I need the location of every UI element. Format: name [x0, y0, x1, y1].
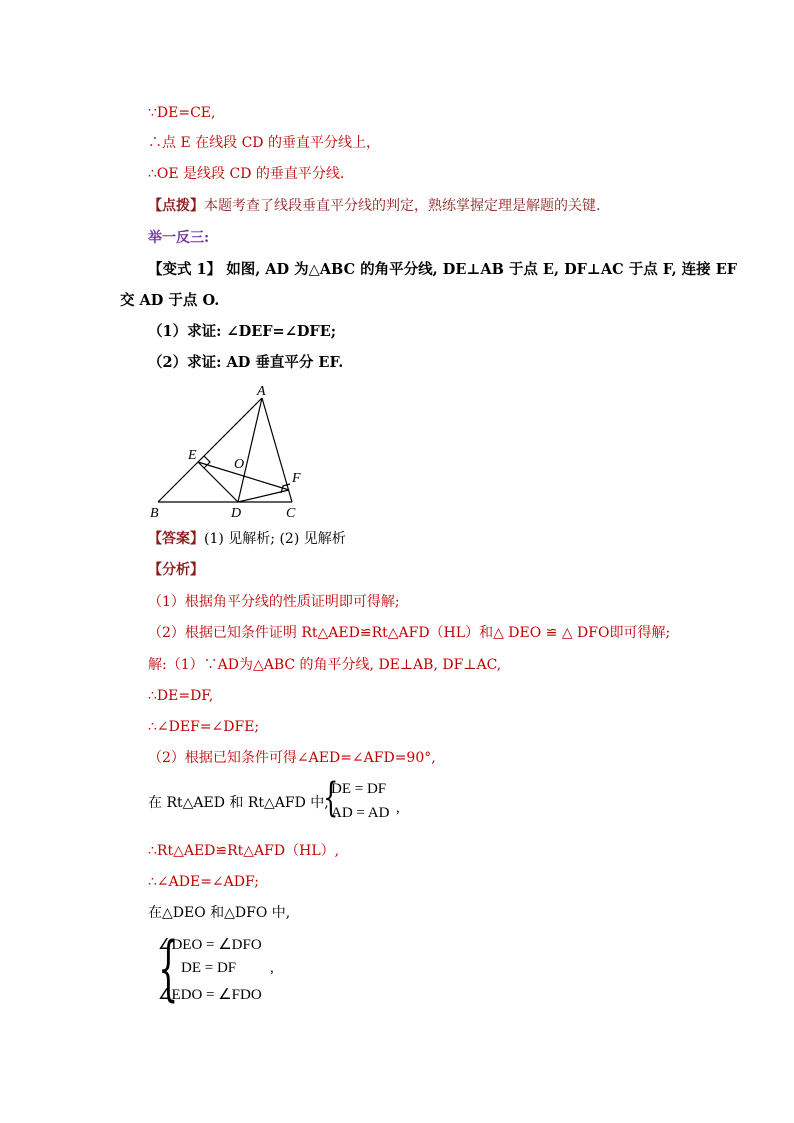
solution-3: ∴∠DEF=∠DFE; [148, 719, 260, 735]
solution-6: ∴Rt△AED≌Rt△AFD（HL）, [148, 843, 340, 859]
solution-2: ∴DE=DF, [148, 688, 214, 704]
line-tip [148, 197, 600, 215]
system-1-tail: , [396, 800, 400, 816]
label-e: E [188, 448, 197, 463]
question-1: （1）求证: ∠DEF=∠DFE; [148, 323, 337, 340]
brace-1: { [323, 775, 339, 821]
label-a: A [257, 384, 266, 399]
variant-tag: 【变式 1】 [148, 261, 222, 278]
label-c: C [286, 506, 296, 521]
solution-1: 解:（1）∵AD为△ABC 的角平分线, DE⊥AB, DF⊥AC, [148, 657, 502, 673]
variant-text: 如图, AD 为△ABC 的角平分线, DE⊥AB 于点 E, DF⊥AC 于点 F, 连接 EF [221, 261, 738, 278]
solution-5-prefix: 在 Rt△AED 和 Rt△AFD 中, [148, 795, 329, 811]
analysis-2: （2）根据已知条件证明 Rt△AED≌Rt△AFD（HL）和△ DEO ≌ △ DFO即可得解; [148, 625, 671, 641]
analysis-tag: 【分析】 [148, 562, 204, 578]
question-2: （2）求证: AD 垂直平分 EF. [148, 354, 344, 371]
label-d: D [231, 506, 242, 521]
label-b: B [150, 506, 159, 521]
label-o: O [234, 457, 245, 472]
answer-tag: 【答案】 [148, 531, 204, 547]
segment-ad [238, 398, 262, 502]
triangle-figure [148, 382, 318, 522]
system-2-tail: , [270, 960, 274, 976]
analysis-1: （1）根据角平分线的性质证明即可得解; [148, 594, 400, 610]
side-ab [158, 398, 262, 502]
solution-8: 在△DEO 和△DFO 中, [148, 905, 291, 921]
line-de-eq-ce: ∵DE=CE, [148, 105, 216, 121]
variant-line-1 [148, 261, 737, 279]
variant-line-2: 交 AD 于点 O. [120, 292, 220, 309]
solution-4: （2）根据已知条件可得∠AED=∠AFD=90°, [148, 750, 436, 766]
system-1-row-1: DE = DF [331, 781, 387, 797]
system-2-row-3: ∠EDO = ∠FDO [158, 987, 262, 1003]
system-2-row-2: DE = DF [181, 960, 237, 976]
tip-text: 本题考查了线段垂直平分线的判定，熟练掌握定理是解题的关键. [204, 198, 601, 214]
tip-tag: 【点拨】 [148, 198, 204, 214]
right-angle-e [204, 456, 210, 468]
section-heading: 举一反三: [148, 230, 210, 246]
system-2-row-1: ∠DEO = ∠DFO [158, 937, 262, 953]
line-point-e: ∴点 E 在线段 CD 的垂直平分线上， [148, 135, 380, 151]
brace-2: { [158, 927, 179, 1009]
line-oe-bisector: ∴OE 是线段 CD 的垂直平分线. [148, 166, 345, 182]
answer-text: (1) 见解析; (2) 见解析 [204, 531, 346, 547]
solution-7: ∴∠ADE=∠ADF; [148, 874, 259, 890]
answer-line [148, 530, 346, 548]
label-f: F [292, 471, 301, 486]
system-1-row-2: AD = AD [331, 805, 390, 821]
